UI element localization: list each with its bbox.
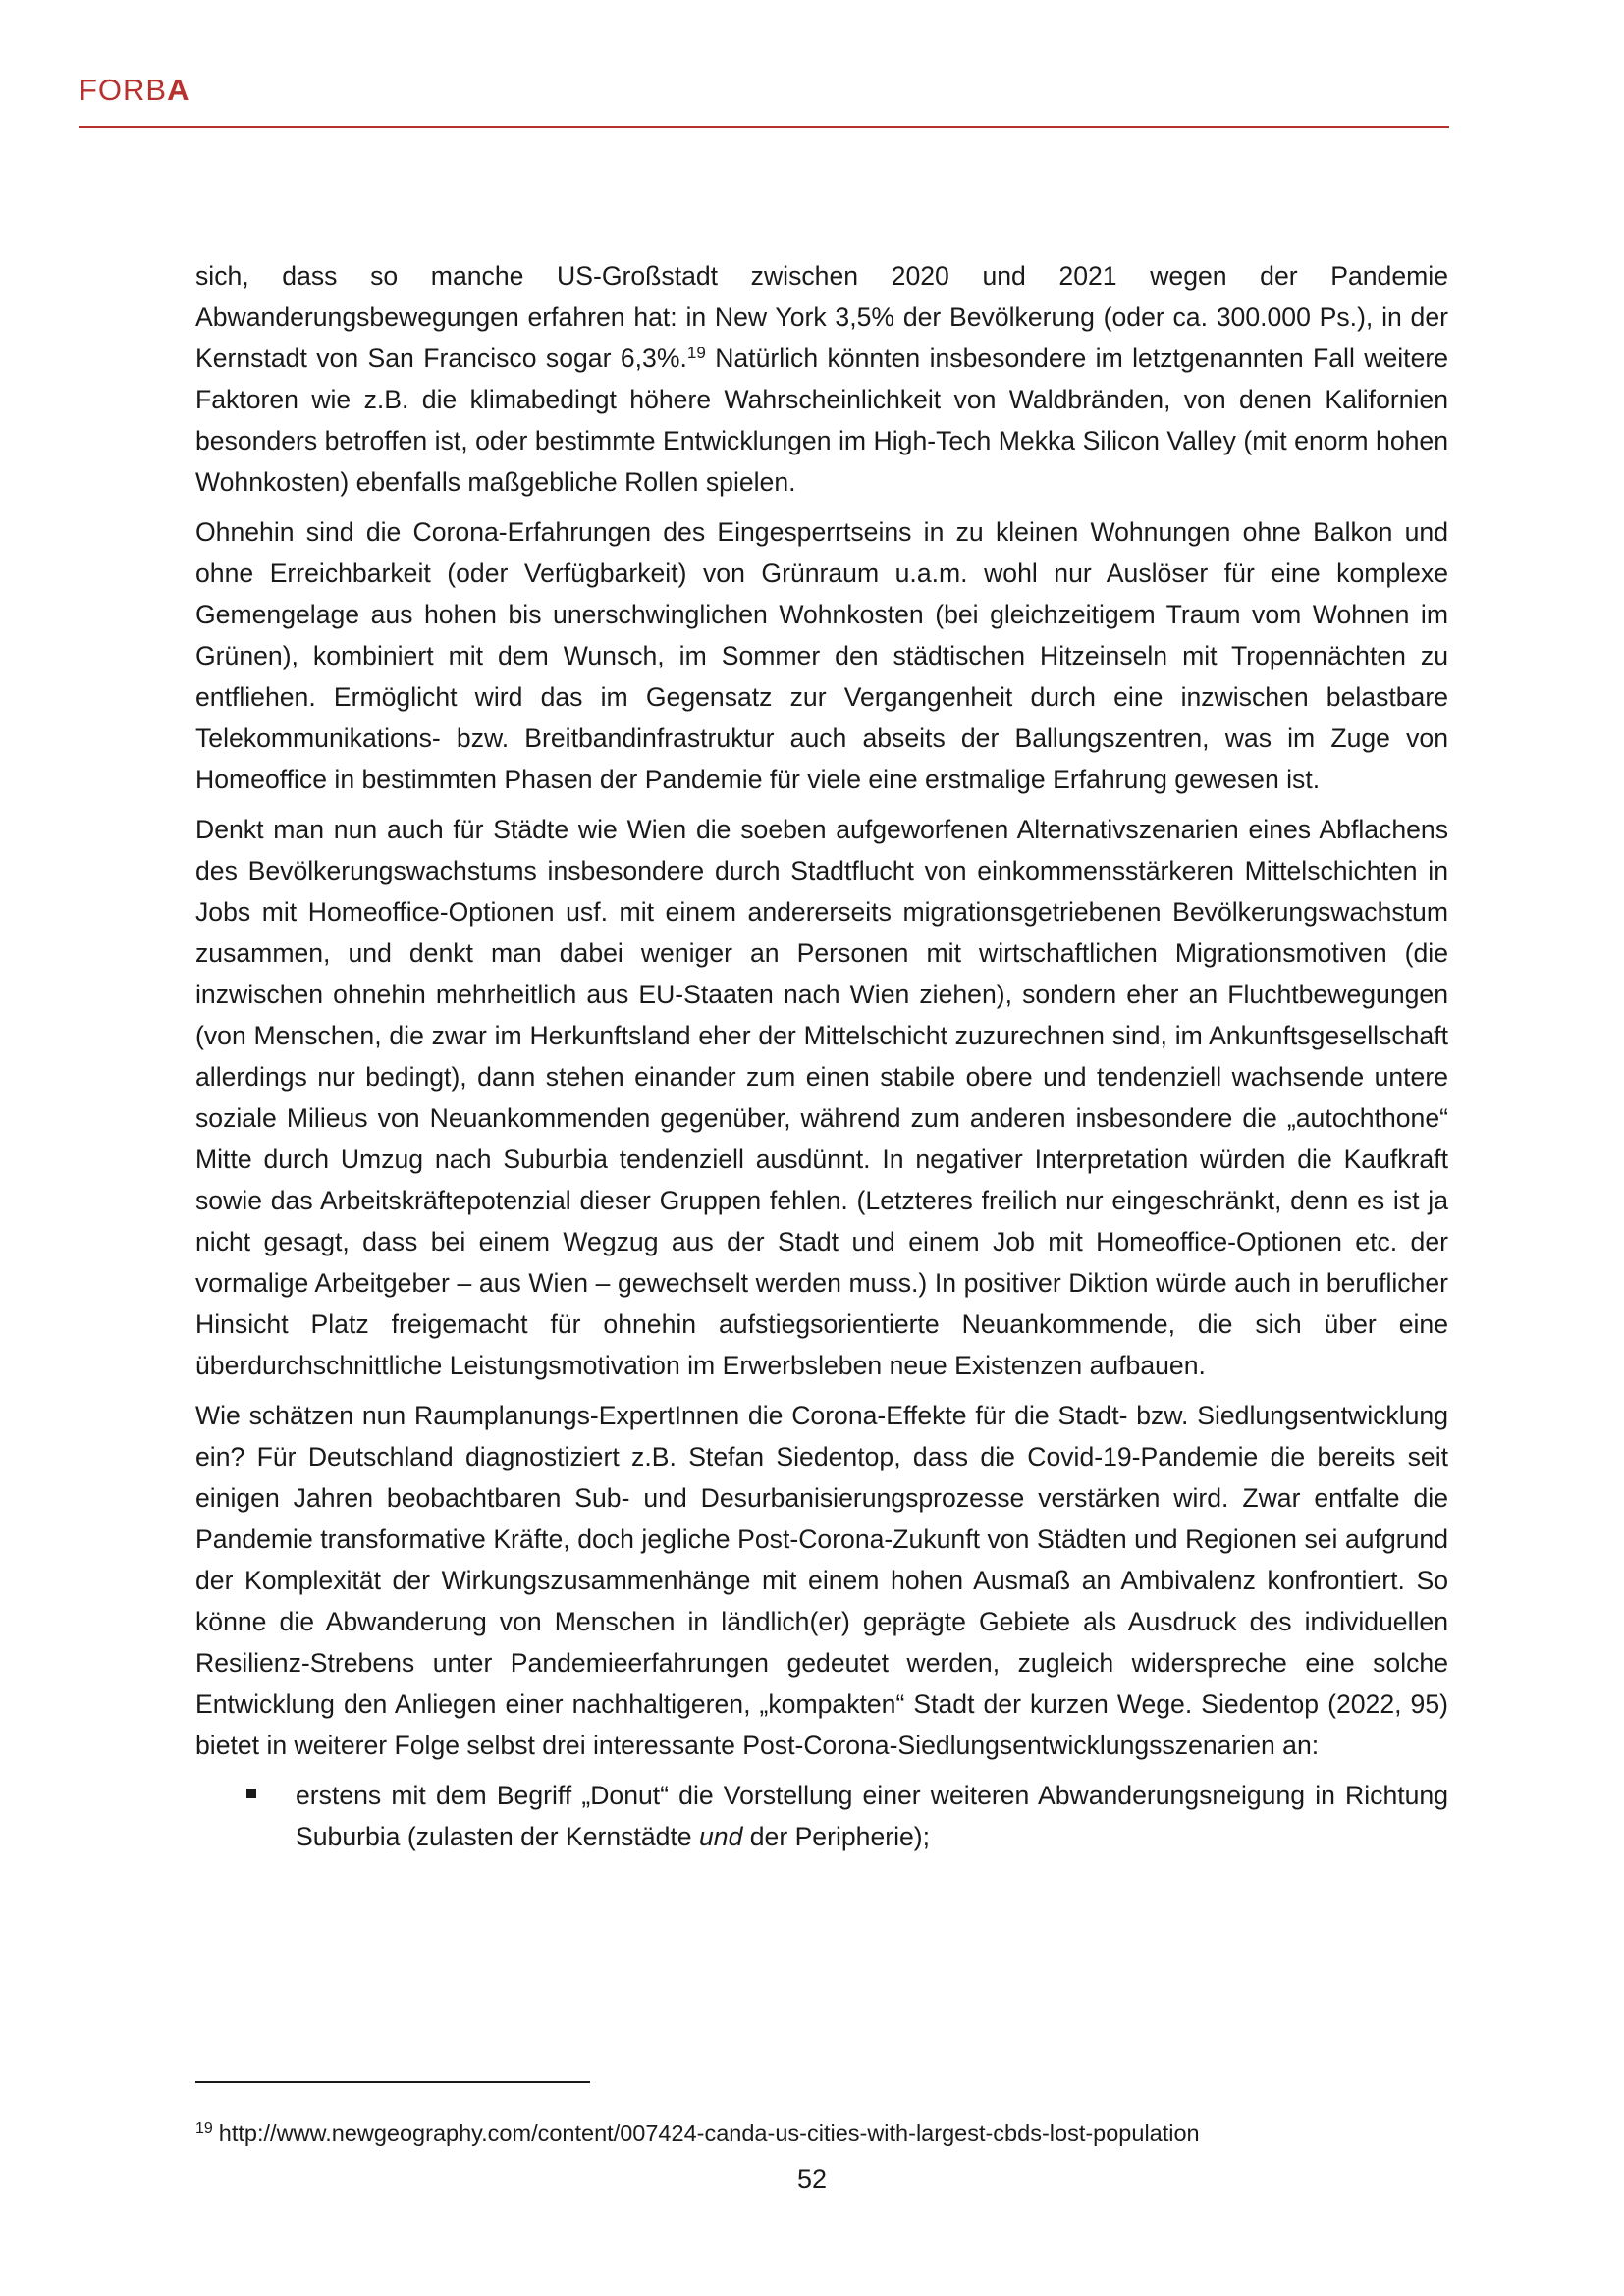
- paragraph-2: Ohnehin sind die Corona-Erfahrungen des Eingesperrtseins in zu kleinen Wohnungen ohne Balkon und ohne Erreichbarkeit (oder Verfügbarkeit) von Grünraum u.a.m. wohl nur Auslöser für eine komplexe Gemengelage aus hohen bis unerschwinglichen Wohnkosten (bei gleichzeitigem Traum vom Wohnen im Grünen), kombiniert mit dem Wunsch, im Sommer den städtischen Hitzeinseln mit Tropennächten zu entfliehen. Ermöglicht wird das im Gegensatz zur Vergangenheit durch eine inzwischen belastbare Telekommunikations- bzw. Breitbandinfrastruktur auch abseits der Ballungszentren, was im Zuge von Homeoffice in bestimmten Phasen der Pandemie für viele eine erstmalige Erfahrung gewesen ist.: [195, 517, 1448, 794]
- footnote: [195, 2118, 1200, 2148]
- scenario-list: [195, 1775, 1448, 1857]
- list-item: [195, 1775, 1448, 1857]
- footnote-number: 19: [195, 2120, 213, 2137]
- list-item-text: erstens mit dem Begriff „Donut“ die Vorstellung einer weiteren Abwanderungsneigung in Richtung Suburbia (zulasten der Kernstädte: [296, 1781, 1448, 1851]
- paragraph-4: Wie schätzen nun Raumplanungs-ExpertInnen die Corona-Effekte für die Stadt- bzw. Siedlungsentwicklung ein? Für Deutschland diagnostiziert z.B. Stefan Siedentop, dass die Covid-19-Pandemie die bereits seit einigen Jahren beobachtbaren Sub- und Desurbanisierungsprozesse verstärken wird. Zwar entfalte die Pandemie transformative Kräfte, doch jegliche Post-Corona-Zukunft von Städten und Regionen sei aufgrund der Komplexität der Wirkungszusammenhänge mit einem hohen Ausmaß an Ambivalenz konfrontiert. So könne die Abwanderung von Menschen in ländlich(er) geprägte Gebiete als Ausdruck des individuellen Resilienz-Strebens unter Pandemieerfahrungen gedeutet werden, zugleich widerspreche eine solche Entwicklung den Anliegen einer nachhaltigeren, „kompakten“ Stadt der kurzen Wege. Siedentop (2022, 95) bietet in weiterer Folge selbst drei interessante Post-Corona-Siedlungsentwicklungsszenarien an:: [195, 1401, 1448, 1760]
- page-number: 52: [796, 2164, 828, 2194]
- forba-logo: [79, 71, 1449, 110]
- paragraph-1-text-continued: Natürlich könnten insbesondere im letztgenannten Fall weitere Faktoren wie z.B. die klimabedingt höhere Wahrscheinlichkeit von Waldbränden, von denen Kalifornien besonders betroffen ist, oder bestimmte Entwicklungen im High-Tech Mekka Silicon Valley (mit enorm hohen Wohnkosten) ebenfalls maßgebliche Rollen spielen.: [195, 344, 1449, 497]
- list-item-text-end: der Peripherie);: [742, 1822, 931, 1851]
- logo-accent: A: [167, 73, 190, 107]
- footnote-ref-19[interactable]: 19: [686, 344, 706, 362]
- paragraph-3: Denkt man nun auch für Städte wie Wien die soeben aufgeworfenen Alternativszenarien eines Abflachens des Bevölkerungswachstums insbesondere durch Stadtflucht von einkommensstärkeren Mittelschichten in Jobs mit Homeoffice-Optionen usf. mit einem andererseits migrationsgetriebenen Bevölkerungswachstum zusammen, und denkt man dabei weniger an Personen mit wirtschaftlichen Migrationsmotiven (die inzwischen ohnehin mehrheitlich aus EU-Staaten nach Wien ziehen), sondern eher an Fluchtbewegungen (von Menschen, die zwar im Herkunftsland eher der Mittelschicht zuzurechnen sind, im Ankunftsgesellschaft allerdings nur bedingt), dann stehen einander zum einen stabile obere und tendenziell wachsende untere soziale Milieus von Neuankommenden gegenüber, während zum anderen insbesondere die „autochthone“ Mitte durch Umzug nach Suburbia tendenziell ausdünnt. In negativer Interpretation würden die Kaufkraft sowie das Arbeitskräftepotenzial dieser Gruppen fehlen. (Letzteres freilich nur eingeschränkt, denn es ist ja nicht gesagt, dass bei einem Wegzug aus der Stadt und einem Job mit Homeoffice-Optionen etc. der vormalige Arbeitgeber – aus Wien – gewechselt werden muss.) In positiver Diktion würde auch in beruflicher Hinsicht Platz freigemacht für ohnehin aufstiegsorientierte Neuankommende, die sich über eine überdurchschnittliche Leistungsmotivation im Erwerbsleben neue Existenzen aufbauen.: [195, 815, 1448, 1380]
- page-header: [79, 71, 1449, 110]
- list-item-emphasis: und: [698, 1822, 743, 1851]
- body-text: [195, 255, 1448, 1857]
- square-bullet-icon: [246, 1789, 256, 1798]
- footnote-divider: [195, 2081, 590, 2083]
- header-divider: [79, 126, 1449, 128]
- logo-text: FORB: [79, 73, 168, 107]
- paragraph-1: [195, 255, 1448, 503]
- paragraph-1-text: sich, dass so manche US-Großstadt zwischen 2020 und 2021 wegen der Pandemie Abwanderungsbewegungen erfahren hat: in New York 3,5% der Bevölkerung (oder ca. 300.000 Ps.), in der Kernstadt von San Francisco sogar 6,3%.: [195, 261, 1448, 373]
- footnote-link[interactable]: http://www.newgeography.com/content/007424-canda-us-cities-with-largest-cbds-lost-population: [218, 2120, 1200, 2146]
